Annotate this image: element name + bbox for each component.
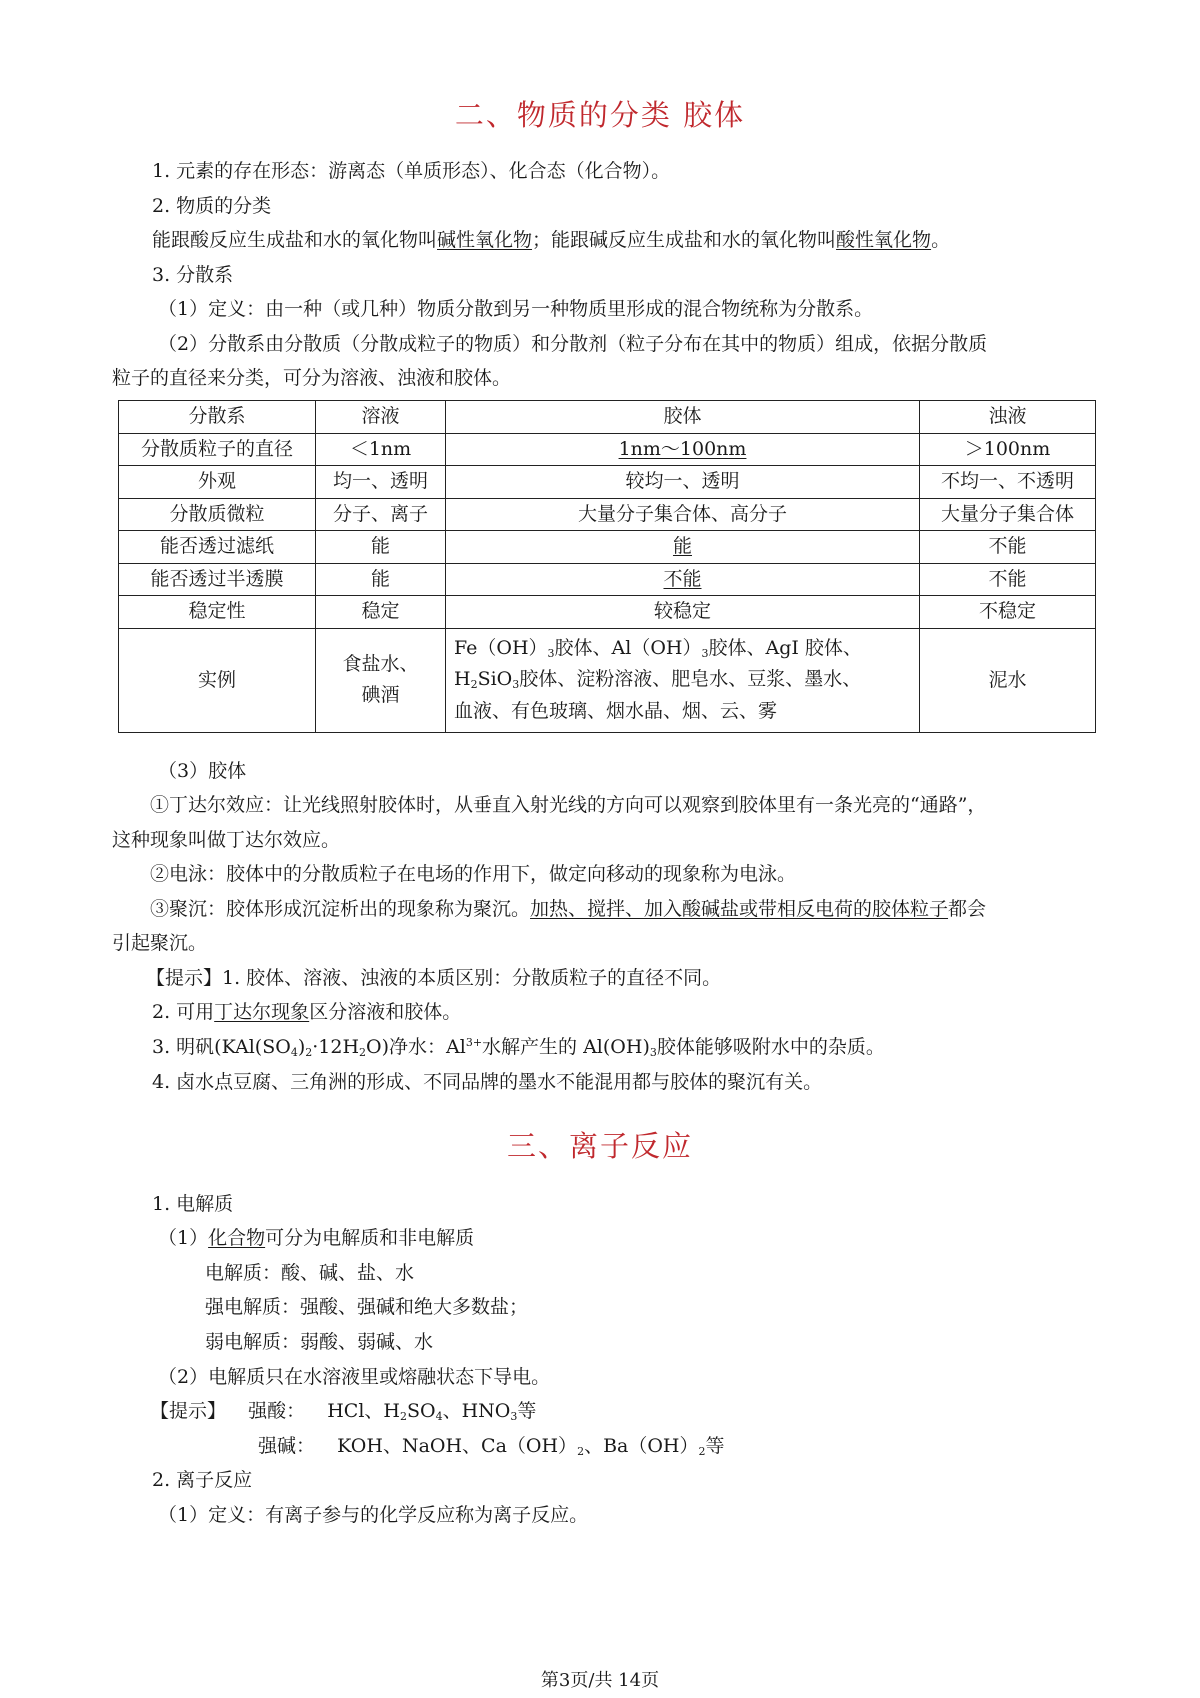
subscript: 2 — [359, 1046, 367, 1059]
table-cell: ＞100nm — [920, 433, 1096, 466]
table-cell: 不能 — [920, 531, 1096, 564]
table-cell: 实例 — [119, 628, 316, 732]
table-cell: 不稳定 — [920, 596, 1096, 629]
acid-text: HCl、H — [327, 1400, 400, 1422]
section-title-ion-reactions: 三、离子反应 — [506, 1129, 693, 1163]
table-cell: 不均一、不透明 — [920, 466, 1096, 499]
tip-text: 胶体能够吸附水中的杂质。 — [656, 1036, 885, 1058]
tip-line-2 — [152, 1001, 461, 1025]
table-header-cell: 分散系 — [119, 401, 316, 434]
table-cell: 不能 — [446, 563, 920, 596]
table-cell: 能 — [316, 563, 446, 596]
table-cell: 大量分子集合体 — [920, 498, 1096, 531]
subscript: 3 — [701, 646, 709, 660]
tyndall-term: 丁达尔现象 — [214, 1001, 310, 1023]
coagulation-line-2: 引起聚沉。 — [112, 932, 208, 954]
paragraph-dispersion-composition: （2）分散系由分散质（分散成粒子的物质）和分散剂（粒子分布在其中的物质）组成，依据分散质 — [158, 333, 988, 355]
table-row — [119, 498, 1096, 531]
base-text: KOH、NaOH、Ca（OH） — [337, 1435, 578, 1457]
base-text: 、Ba（OH） — [584, 1435, 699, 1457]
paragraph-classification-heading: 2. 物质的分类 — [152, 195, 272, 217]
table-cell: 分子、离子 — [316, 498, 446, 531]
dispersion-comparison-table — [118, 400, 1096, 733]
superscript: 3+ — [465, 1036, 483, 1049]
subscript: 3 — [510, 1410, 518, 1423]
electrolyte-compounds-line — [158, 1227, 474, 1251]
tip-line-3-alum — [152, 1036, 885, 1060]
colloid-text: 胶体、AgI 胶体、 — [708, 636, 862, 659]
electrolyte-heading: 1. 电解质 — [152, 1193, 234, 1215]
colloid-heading: （3）胶体 — [158, 760, 247, 782]
table-cell: 能 — [446, 531, 920, 564]
table-cell: 均一、透明 — [316, 466, 446, 499]
coagulation-causes: 加热、搅拌、加入酸碱盐或带相反电荷的胶体粒子 — [530, 898, 949, 920]
table-cell: ＜1nm — [316, 433, 446, 466]
table-cell: 能否透过滤纸 — [119, 531, 316, 564]
table-row — [119, 531, 1096, 564]
subscript: 3 — [649, 1046, 657, 1059]
table-cell: 分散质微粒 — [119, 498, 316, 531]
paragraph-oxides — [152, 229, 950, 253]
acidic-oxide-term: 酸性氧化物 — [836, 229, 932, 251]
acid-text: SO — [406, 1400, 436, 1422]
table-row — [119, 563, 1096, 596]
table-row — [119, 433, 1096, 466]
table-cell: 泥水 — [920, 628, 1096, 732]
solution-example-line: 碘酒 — [361, 684, 400, 706]
tyndall-effect-line-1: ①丁达尔效应：让光线照射胶体时，从垂直入射光线的方向可以观察到胶体里有一条光亮的“通路”， — [150, 794, 987, 816]
colloid-example-line — [454, 668, 861, 690]
subscript: 2 — [399, 1410, 407, 1423]
paragraph-dispersion-composition-cont: 粒子的直径来分类，可分为溶液、浊液和胶体。 — [112, 367, 512, 389]
colloid-text: H — [454, 668, 471, 691]
base-text: 等 — [705, 1435, 725, 1457]
strong-electrolyte-line: 强电解质：强酸、强碱和绝大多数盐； — [205, 1296, 529, 1318]
strong-acid-label: 强酸： — [248, 1400, 306, 1422]
section-title-classification: 二、物质的分类 胶体 — [454, 98, 746, 132]
subscript: 3 — [512, 678, 520, 692]
coagulation-line-1 — [150, 898, 986, 922]
electrolyte-text: 可分为电解质和非电解质 — [265, 1227, 475, 1249]
table-cell: 外观 — [119, 466, 316, 499]
subscript: 4 — [435, 1410, 443, 1423]
subscript: 4 — [290, 1046, 298, 1059]
tip-line-1: 【提示】1. 胶体、溶液、浊液的本质区别：分散质粒子的直径不同。 — [146, 967, 722, 989]
subscript: 2 — [698, 1445, 706, 1458]
table-cell: 较稳定 — [446, 596, 920, 629]
table-cell: 稳定 — [316, 596, 446, 629]
colloid-text: Fe（OH） — [454, 636, 548, 659]
table-header-row — [119, 401, 1096, 434]
paragraph-dispersion-definition: （1）定义：由一种（或几种）物质分散到另一种物质里形成的混合物统称为分散系。 — [158, 298, 874, 320]
table-cell: 分散质粒子的直径 — [119, 433, 316, 466]
subscript: 2 — [577, 1445, 585, 1458]
subscript: 3 — [547, 646, 555, 660]
tip-text: 水解产生的 Al(OH) — [482, 1036, 650, 1058]
acid-text: 等 — [517, 1400, 537, 1422]
colloid-text: 胶体、Al（OH） — [554, 636, 702, 659]
table-cell: 较均一、透明 — [446, 466, 920, 499]
table-row — [119, 596, 1096, 629]
tip-text: O)净水：Al — [366, 1036, 466, 1058]
colloid-example-line: 血液、有色玻璃、烟水晶、烟、云、雾 — [454, 699, 778, 722]
strong-base-label: 强碱： — [258, 1435, 316, 1457]
compound-term: 化合物 — [208, 1227, 266, 1249]
subscript: 2 — [305, 1046, 313, 1059]
electrolyte-definition: 电解质：酸、碱、盐、水 — [205, 1262, 415, 1284]
acid-text: 、HNO — [442, 1400, 511, 1422]
strong-base-tip-line — [258, 1435, 725, 1459]
strong-acid-tip-line — [150, 1400, 536, 1424]
paragraph-dispersion-heading: 3. 分散系 — [152, 264, 234, 286]
subscript: 2 — [470, 678, 478, 692]
oxide-text-2: ；能跟碱反应生成盐和水的氧化物叫 — [532, 229, 837, 251]
conduction-line: （2）电解质只在水溶液里或熔融状态下导电。 — [158, 1366, 551, 1388]
table-cell: 1nm～100nm — [446, 433, 920, 466]
basic-oxide-term: 碱性氧化物 — [437, 229, 533, 251]
tip-text: 3. 明矾(KAl(SO — [152, 1036, 291, 1058]
electrolyte-text: （1） — [158, 1227, 209, 1249]
tip-text: 区分溶液和胶体。 — [309, 1001, 462, 1023]
tip-text: ·12H — [312, 1036, 360, 1058]
tip-text: 2. 可用 — [152, 1001, 215, 1023]
colloid-text: SiO — [477, 668, 513, 691]
table-cell: 能否透过半透膜 — [119, 563, 316, 596]
solution-example-line: 食盐水、 — [342, 652, 419, 675]
weak-electrolyte-line: 弱电解质：弱酸、弱碱、水 — [205, 1331, 434, 1353]
table-cell: 能 — [316, 531, 446, 564]
tip-label: 【提示】 — [150, 1400, 227, 1422]
table-header-cell: 溶液 — [316, 401, 446, 434]
table-cell-colloid-examples — [446, 628, 920, 732]
table-row — [119, 466, 1096, 499]
table-cell: 稳定性 — [119, 596, 316, 629]
ion-reaction-heading: 2. 离子反应 — [152, 1469, 253, 1491]
table-cell: 大量分子集合体、高分子 — [446, 498, 920, 531]
oxide-text-1: 能跟酸反应生成盐和水的氧化物叫 — [152, 229, 438, 251]
table-header-cell: 浊液 — [920, 401, 1096, 434]
coagulation-text: ③聚沉：胶体形成沉淀析出的现象称为聚沉。 — [150, 898, 531, 920]
ion-reaction-definition: （1）定义：有离子参与的化学反应称为离子反应。 — [158, 1504, 589, 1526]
coagulation-text: 都会 — [948, 898, 987, 920]
page-number-footer: 第3页/共 14页 — [540, 1670, 660, 1691]
tyndall-effect-line-2: 这种现象叫做丁达尔效应。 — [112, 829, 341, 851]
oxide-text-3: 。 — [931, 229, 951, 251]
colloid-text: 胶体、淀粉溶液、肥皂水、豆浆、墨水、 — [519, 668, 862, 691]
electrophoresis-line: ②电泳：胶体中的分散质粒子在电场的作用下，做定向移动的现象称为电泳。 — [150, 863, 797, 885]
tip-text: ) — [297, 1036, 306, 1058]
table-cell-solution-examples — [316, 628, 446, 732]
table-header-cell: 胶体 — [446, 401, 920, 434]
colloid-example-line — [454, 637, 862, 659]
tip-line-4: 4. 卤水点豆腐、三角洲的形成、不同品牌的墨水不能混用都与胶体的聚沉有关。 — [152, 1071, 823, 1093]
paragraph-element-forms: 1. 元素的存在形态：游离态（单质形态）、化合态（化合物）。 — [152, 160, 671, 182]
table-cell: 不能 — [920, 563, 1096, 596]
table-row-examples — [119, 628, 1096, 732]
